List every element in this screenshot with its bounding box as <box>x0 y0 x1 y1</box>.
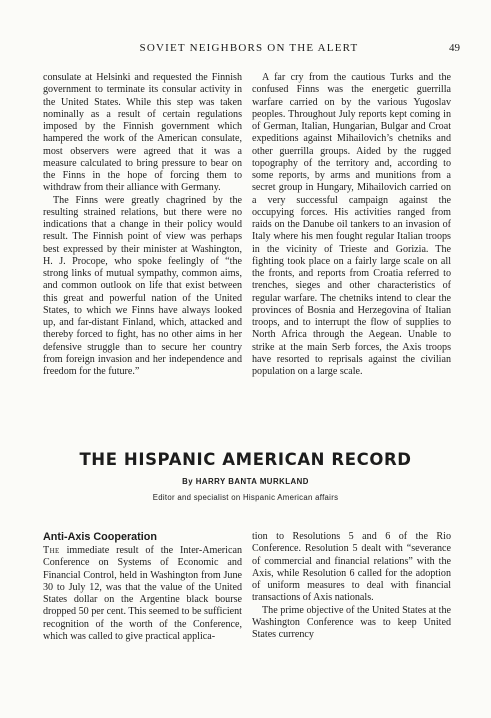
paragraph: The prime objective of the United States at the Washington Conference was to keep United States currency <box>252 604 451 640</box>
top-column-left <box>43 72 242 378</box>
paragraph: A far cry from the cautious Turks and the confused Finns was the energetic guerrilla warfare carried on by the various Yugoslav peoples. Throughout July reports kept coming in of German, Italian, Hungarian, Bulgar and Croat expeditions against Mihailovich’s chetniks and other guerrilla groups. Aided by the rugged topography of the territory and, according to some reports, by arms and munitions from a secret group in Hungary, Mihailovich carried on a very successful campaign against the occupying forces. His activities ranged from raids on the Danube oil tankers to an invasion of Italy where his men fought regular Italian troops in the vicinity of Trieste and Gorizia. The fighting took place on a fairly large scale on all the fronts, and reports from Croatia referred to trenches, sieges and other characteristics of regular warfare. The chetniks intend to clear the provinces of Bosnia and Herzegovina of Italian troops, and to interrupt the flow of supplies to North Africa through the Aegean. Unable to strike at the main Serb forces, the Axis troops have resorted to reprisals against the civilian population on a large scale. <box>252 72 451 377</box>
author-note: Editor and specialist on Hispanic American affairs <box>152 493 339 502</box>
page-number: 49 <box>449 42 460 54</box>
running-title: SOVIET NEIGHBORS ON THE ALERT <box>139 42 359 54</box>
bottom-column-right <box>252 531 451 641</box>
section-heading: Anti-Axis Cooperation <box>43 531 157 543</box>
lead-text: immediate result of the Inter-American Conference on Systems of Economic and Financial Control, held in Washington from June 30 to July 12, was that the value of the United States dollar on the Argentine black bourse dropped 50 per cent. This seemed to be sufficient recognition of the worth of the Conference, which was called to give practical applica- <box>43 545 242 642</box>
paragraph: The Finns were greatly chagrined by the resulting strained relations, but there were no indications that a change in their policy would result. The Finnish point of view was perhaps best expressed by their minister at Washington, H. J. Procope, who spoke feelingly of “the strong links of mutual sympathy, common aims, and common outlook on life that exist between this great and powerful nation of the United States, to which we Finns have always looked up, and far-distant Finland, which, attacked and thereby forced to fight, has no other aims in her defensive struggle than to secure her country from foreign invasion and her independence and freedom for the future.” <box>43 194 242 377</box>
lead-paragraph <box>43 545 242 643</box>
paragraph: consulate at Helsinki and requested the Finnish government to terminate its consular activity in the United States. While this step was taken nominally as a result of certain regulations imposed by the Finnish government which hampered the work of the American consulate, most observers were agreed that it was a measure calculated to bring pressure to bear on the Finns in the hope of forcing them to withdraw from their alliance with Germany. <box>43 72 242 194</box>
lead-word: The <box>43 545 60 556</box>
article-title: THE HISPANIC AMERICAN RECORD <box>79 450 412 469</box>
bottom-column-left <box>43 531 242 643</box>
top-column-right <box>252 72 451 378</box>
running-head <box>38 40 460 56</box>
byline: By HARRY BANTA MURKLAND <box>182 477 309 486</box>
paragraph: tion to Resolutions 5 and 6 of the Rio Conference. Resolution 5 dealt with “severance of commercial and financial relations” with the Axis, while Resolution 6 called for the adoption of uniform measures to deal with financial transactions of Axis nationals. <box>252 531 451 604</box>
